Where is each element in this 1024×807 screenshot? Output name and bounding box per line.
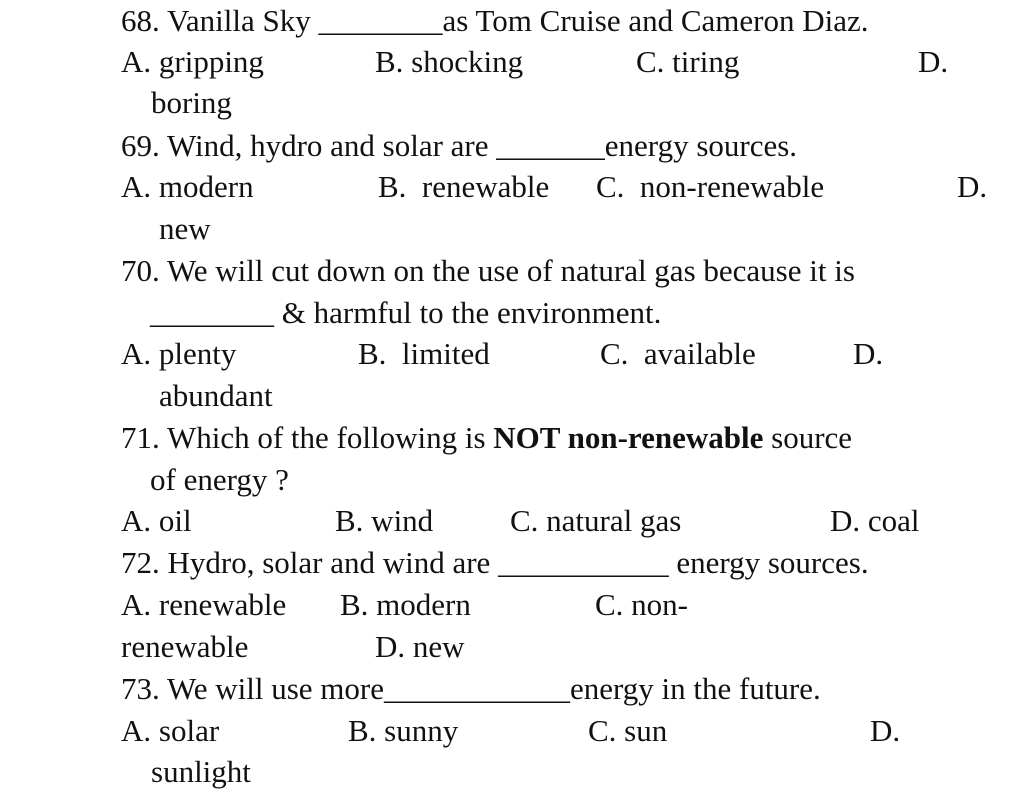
question-69-option-c: C. non-renewable [596, 169, 825, 204]
question-68-stem-after: as Tom Cruise and Cameron Diaz. [442, 3, 869, 38]
question-71-option-b: B. wind [335, 503, 434, 538]
question-70-blank: ________ [150, 295, 274, 330]
question-72-stem [121, 545, 869, 581]
question-71-option-c: C. natural gas [510, 503, 682, 538]
question-72-option-c-part1: C. non- [595, 587, 688, 622]
question-73-stem-before: We will use more [166, 671, 384, 706]
question-69-option-d-word: new [159, 211, 211, 246]
question-68-option-a: A. gripping [121, 44, 264, 79]
question-70-stem-line1: We will cut down on the use of natural gas because it is [166, 253, 855, 288]
question-73-number: 73. [121, 671, 160, 706]
question-72-option-d: D. new [375, 629, 465, 664]
question-69-option-b: B. renewable [378, 169, 550, 204]
question-71-stem-after: source [763, 420, 853, 455]
question-71-stem-line2: of energy ? [150, 462, 289, 497]
question-69-number: 69. [121, 128, 160, 163]
question-68-option-d-word: boring [151, 85, 232, 120]
question-69-stem-after: energy sources. [604, 128, 798, 163]
question-71-option-a: A. oil [121, 503, 192, 538]
question-68-stem [121, 3, 869, 39]
question-73-option-c: C. sun [588, 713, 668, 748]
question-71-option-d: D. coal [830, 503, 920, 538]
question-70-option-d-letter: D. [853, 336, 884, 371]
question-73-option-d-word: sunlight [151, 754, 251, 789]
question-70-option-c: C. available [600, 336, 756, 371]
question-68-option-d-letter: D. [918, 44, 949, 79]
question-70-stem-line2 [150, 295, 661, 331]
question-73-option-b: B. sunny [348, 713, 459, 748]
question-69-stem [121, 128, 797, 164]
question-68-number: 68. [121, 3, 160, 38]
question-73-option-a: A. solar [121, 713, 220, 748]
question-73-option-d-letter: D. [870, 713, 901, 748]
question-72-option-b: B. modern [340, 587, 471, 622]
question-70-option-d-word: abundant [159, 378, 273, 413]
question-69-option-a: A. modern [121, 169, 254, 204]
question-72-blank: ___________ [498, 545, 669, 580]
question-68-option-c: C. tiring [636, 44, 740, 79]
question-69-stem-before: Wind, hydro and solar are [166, 128, 497, 163]
question-72-stem-before: Hydro, solar and wind are [167, 545, 499, 580]
question-71-stem [121, 420, 852, 456]
question-70-option-a: A. plenty [121, 336, 237, 371]
question-72-number: 72. [121, 545, 160, 580]
question-73-stem [121, 671, 821, 707]
question-72-option-c-part2: renewable [121, 629, 249, 664]
question-68-stem-before: Vanilla Sky [166, 3, 319, 38]
question-70-number: 70. [121, 253, 160, 288]
question-68-blank: ________ [318, 3, 443, 38]
question-71-stem-bold: NOT non-renewable [493, 420, 764, 455]
question-69-option-d-letter: D. [957, 169, 988, 204]
question-71-stem-before: Which of the following is [166, 420, 494, 455]
question-70-option-b: B. limited [358, 336, 490, 371]
question-68-option-b: B. shocking [375, 44, 524, 79]
question-70-stem [121, 253, 855, 289]
question-70-stem-line2-text: & harmful to the environment. [281, 295, 662, 330]
question-69-blank: _______ [496, 128, 605, 163]
question-71-number: 71. [121, 420, 160, 455]
question-73-blank: ____________ [383, 671, 570, 706]
question-73-stem-after: energy in the future. [569, 671, 821, 706]
question-72-option-a: A. renewable [121, 587, 287, 622]
question-72-stem-after: energy sources. [668, 545, 869, 580]
